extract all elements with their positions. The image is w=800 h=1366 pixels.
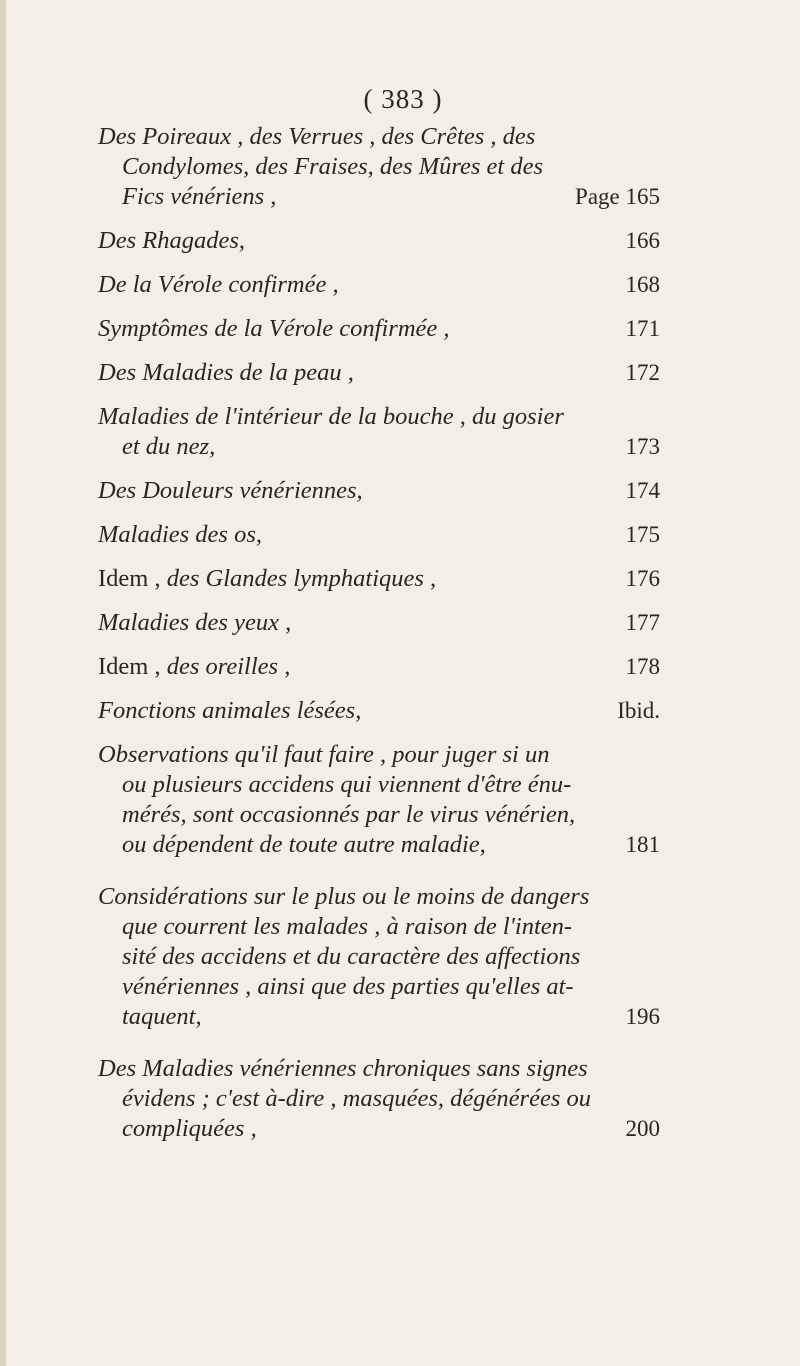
toc-entry-prefix: Idem , <box>98 565 167 592</box>
toc-entry-line: Considérations sur le plus ou le moins de dangers <box>98 883 590 910</box>
toc-entry-line: Des Maladies de la peau , <box>98 359 354 386</box>
toc-entry-line: Des Douleurs vénériennes, <box>98 477 363 504</box>
toc-page-ref: Page 165 <box>575 184 660 209</box>
toc-entry <box>98 358 660 388</box>
toc-page-ref: 174 <box>625 478 660 503</box>
toc-entry <box>98 122 660 212</box>
toc-page-ref: 181 <box>625 832 660 857</box>
toc-entry <box>98 696 660 726</box>
toc-entry-line: Des Poireaux , des Verrues , des Crêtes , des <box>98 123 536 150</box>
toc-entry-line: Condylomes, des Fraises, des Mûres et des <box>122 153 543 180</box>
toc-entry <box>98 652 660 682</box>
toc-entry-line: ou dépendent de toute autre maladie, <box>122 831 486 858</box>
toc-page-ref: Ibid. <box>617 698 660 723</box>
toc-entry-line: Fonctions animales lésées, <box>98 697 362 724</box>
toc-entry <box>98 740 660 860</box>
toc-entry-line: Symptômes de la Vérole confirmée , <box>98 315 450 342</box>
toc-entry <box>98 402 660 462</box>
toc-entry-line: ou plusieurs accidens qui viennent d'être énu- <box>122 771 572 798</box>
toc-entry <box>98 476 660 506</box>
toc-page-ref: 172 <box>625 360 660 385</box>
toc-entry-line: Maladies des os, <box>98 521 262 548</box>
toc-entry-line: Maladies des yeux , <box>98 609 292 636</box>
toc-entry-line: que courrent les malades , à raison de l'inten- <box>122 913 573 940</box>
page-number: ( 383 ) <box>363 84 443 114</box>
toc-entry-line <box>98 652 660 682</box>
toc-page-ref: 178 <box>625 654 660 679</box>
toc-entry-line: vénériennes , ainsi que des parties qu'elles at- <box>122 973 574 1000</box>
toc-entry <box>98 270 660 300</box>
toc-page-ref: 166 <box>625 228 660 253</box>
toc-entry-prefix: Idem , <box>98 653 167 680</box>
toc-entry-line: Des Maladies vénériennes chroniques sans signes <box>98 1055 588 1082</box>
toc-entry-line: Observations qu'il faut faire , pour juger si un <box>98 741 550 768</box>
toc-entry <box>98 882 660 1032</box>
toc-entry <box>98 564 660 594</box>
toc-entry <box>98 226 660 256</box>
toc-entry-line: De la Vérole confirmée , <box>98 271 339 298</box>
toc-entry-text: des oreilles , <box>166 653 291 680</box>
toc-entry <box>98 1054 660 1144</box>
toc-page-ref: 176 <box>625 566 660 591</box>
toc-entry <box>98 608 660 638</box>
toc-page-ref: 196 <box>625 1004 660 1029</box>
toc-entry-line: et du nez, <box>122 433 216 460</box>
toc-entry-line: mérés, sont occasionnés par le virus vénérien, <box>122 801 576 828</box>
toc-entry-line: Maladies de l'intérieur de la bouche , du gosier <box>98 403 564 430</box>
toc-page-ref: 168 <box>625 272 660 297</box>
toc-entry-text: des Glandes lymphatiques , <box>166 565 437 592</box>
toc-entry-line: sité des accidens et du caractère des affections <box>122 943 581 970</box>
toc-entry-line <box>98 564 660 594</box>
toc-page-ref: 173 <box>625 434 660 459</box>
toc-page-ref: 177 <box>625 610 660 635</box>
toc-entry-line: Fics vénériens , <box>122 183 277 210</box>
toc-entry-line: taquent, <box>122 1003 202 1030</box>
toc-entry <box>98 520 660 550</box>
toc-entry-line: évidens ; c'est à-dire , masquées, dégénérées ou <box>122 1085 591 1112</box>
toc-entry-line: Des Rhagades, <box>98 227 245 254</box>
toc-entry-line: compliquées , <box>122 1115 257 1142</box>
toc-page-ref: 171 <box>625 316 660 341</box>
table-of-contents <box>98 122 660 1144</box>
toc-entry <box>98 314 660 344</box>
toc-page-ref: 200 <box>625 1116 660 1141</box>
toc-page-ref: 175 <box>625 522 660 547</box>
